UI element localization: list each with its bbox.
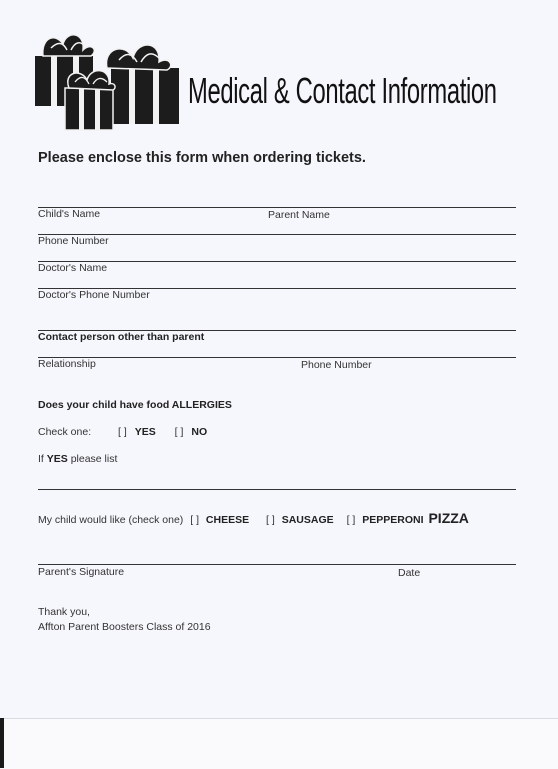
doctor-name-label: Doctor's Name [38, 262, 108, 274]
divider-line [38, 207, 516, 208]
organization-text: Affton Parent Boosters Class of 2016 [38, 621, 211, 633]
divider-line [38, 234, 516, 235]
if-text: If [38, 453, 44, 465]
cheese-label: CHEESE [205, 514, 250, 526]
divider-line [38, 357, 516, 358]
doctor-phone-label: Doctor's Phone Number [38, 289, 150, 301]
allergies-check-row [38, 426, 207, 438]
signature-line[interactable] [38, 564, 516, 565]
thank-you-text: Thank you, [38, 606, 90, 618]
pizza-label: PIZZA [428, 510, 469, 526]
pizza-prompt: My child would like (check one) [38, 514, 184, 526]
relationship-label: Relationship [38, 358, 96, 370]
allergies-question: Does your child have food ALLERGIES [38, 399, 232, 411]
please-list-text: please list [70, 453, 118, 465]
allergy-list-prompt [38, 453, 117, 465]
pepperoni-label: PEPPERONI [362, 514, 424, 526]
if-yes-text: YES [46, 453, 68, 465]
allergy-list-line[interactable] [38, 489, 516, 490]
divider-line [38, 261, 516, 262]
sausage-checkbox[interactable]: [ ] [266, 514, 275, 526]
pepperoni-checkbox[interactable]: [ ] [346, 514, 356, 526]
yes-checkbox[interactable]: [ ] [118, 426, 127, 438]
contact-person-label: Contact person other than parent [38, 331, 205, 343]
pizza-row [38, 510, 469, 526]
phone-number-label: Phone Number [38, 235, 109, 247]
page-bottom-strip [0, 718, 558, 769]
child-name-label: Child's Name [38, 208, 101, 220]
parent-signature-label: Parent's Signature [38, 566, 125, 578]
relationship-phone-label: Phone Number [301, 359, 372, 371]
check-one-label: Check one: [38, 426, 92, 438]
no-option-label: NO [191, 426, 208, 438]
gift-boxes-icon [33, 28, 183, 132]
page-title: Medical & Contact Information [188, 70, 497, 111]
instruction-text: Please enclose this form when ordering tickets. [38, 150, 366, 166]
no-checkbox[interactable]: [ ] [174, 426, 184, 438]
cheese-checkbox[interactable]: [ ] [190, 514, 199, 526]
date-label: Date [398, 567, 421, 579]
scan-edge [0, 718, 4, 768]
parent-name-label: Parent Name [268, 209, 330, 221]
yes-option-label: YES [134, 426, 156, 438]
sausage-label: SAUSAGE [281, 514, 334, 526]
